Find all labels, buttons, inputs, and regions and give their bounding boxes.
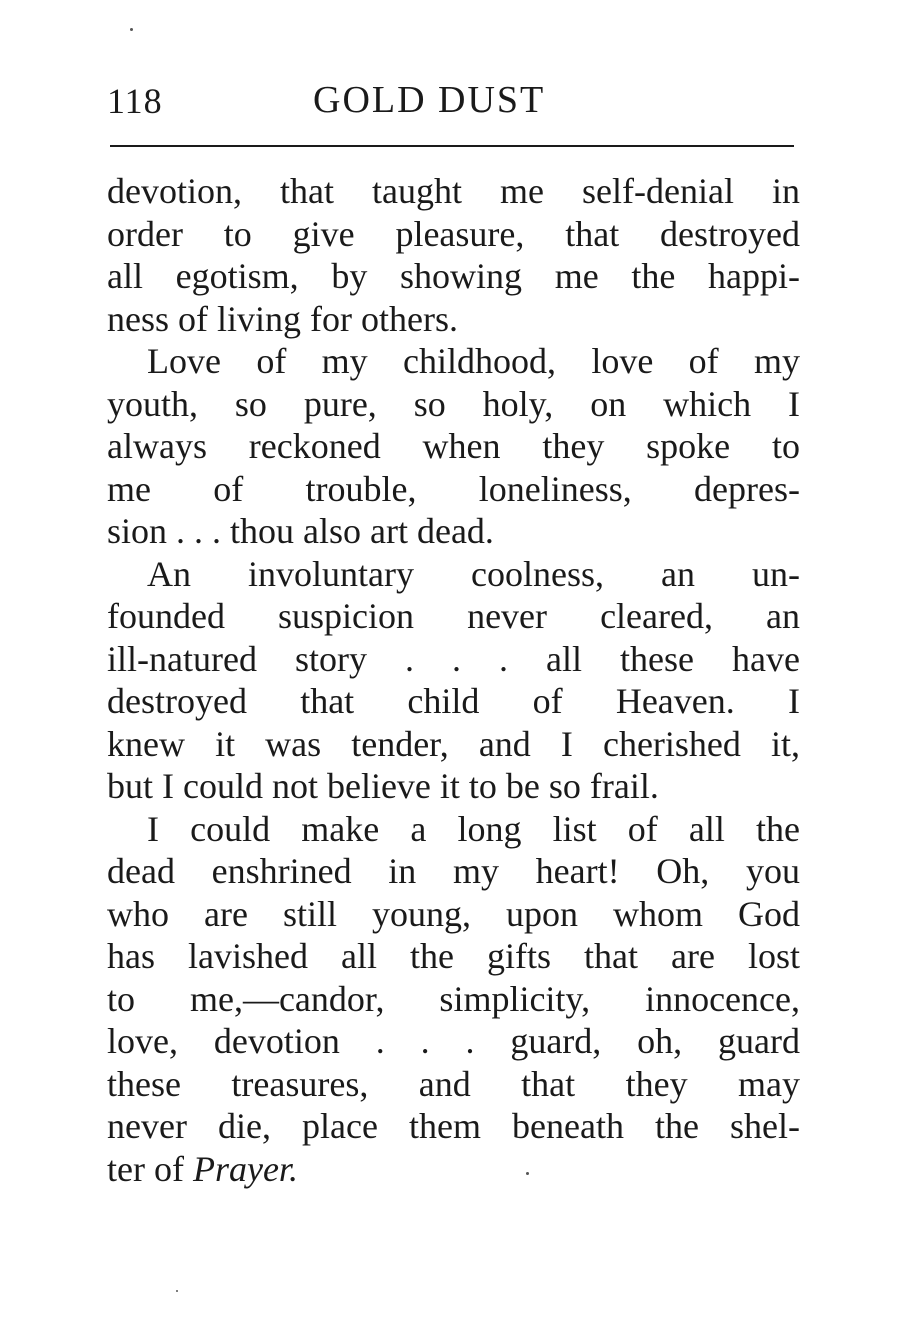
text-line: ill-natured story . . . all these have: [107, 638, 800, 679]
text-line: destroyed that child of Heaven. I: [107, 681, 800, 721]
italic-word: Prayer.: [192, 1148, 298, 1189]
text-line: never die, place them beneath the shel-: [107, 1106, 800, 1146]
paragraph-2: [107, 340, 800, 553]
text-line: sion . . . thou also art dead.: [107, 511, 494, 551]
text-line: love, devotion . . . guard, oh, guard: [107, 1021, 800, 1061]
text-line: devotion, that taught me self-denial in: [107, 171, 800, 211]
header-rule: [110, 145, 794, 147]
text-line: all egotism, by showing me the happi-: [107, 256, 800, 296]
print-speck: [130, 28, 133, 31]
text-line: has lavished all the gifts that are lost: [107, 936, 800, 976]
final-text-line: [107, 1148, 800, 1191]
text-line: dead enshrined in my heart! Oh, you: [107, 851, 800, 891]
paragraph-1: [107, 170, 800, 340]
page-number: 118: [107, 81, 163, 121]
text-line: always reckoned when they spoke to: [107, 426, 800, 466]
text-line: I could make a long list of all the: [147, 808, 800, 849]
text-line: youth, so pure, so holy, on which I: [107, 383, 800, 424]
paragraph-3: [107, 553, 800, 808]
body-text: [107, 170, 800, 1190]
text-line: order to give pleasure, that destroyed: [107, 213, 800, 254]
text-line: ness of living for others.: [107, 298, 458, 339]
text-line: Love of my childhood, love of my: [147, 341, 800, 381]
text-line: me of trouble, loneliness, depres-: [107, 468, 800, 509]
text-line: knew it was tender, and I cherished it,: [107, 723, 800, 764]
print-speck: [526, 1172, 529, 1175]
page-header: [107, 76, 800, 126]
final-line-prefix: ter of: [107, 1148, 193, 1189]
running-title: GOLD DUST: [313, 79, 546, 121]
print-speck: [176, 1290, 178, 1292]
text-line: who are still young, upon whom God: [107, 893, 800, 934]
text-line: but I could not believe it to be so frail.: [107, 766, 659, 806]
text-line: An involuntary coolness, an un-: [147, 553, 800, 594]
text-line: to me,—candor, simplicity, innocence,: [107, 978, 800, 1019]
text-line: these treasures, and that they may: [107, 1063, 800, 1104]
paragraph-4: [107, 808, 800, 1191]
text-line: founded suspicion never cleared, an: [107, 596, 800, 636]
